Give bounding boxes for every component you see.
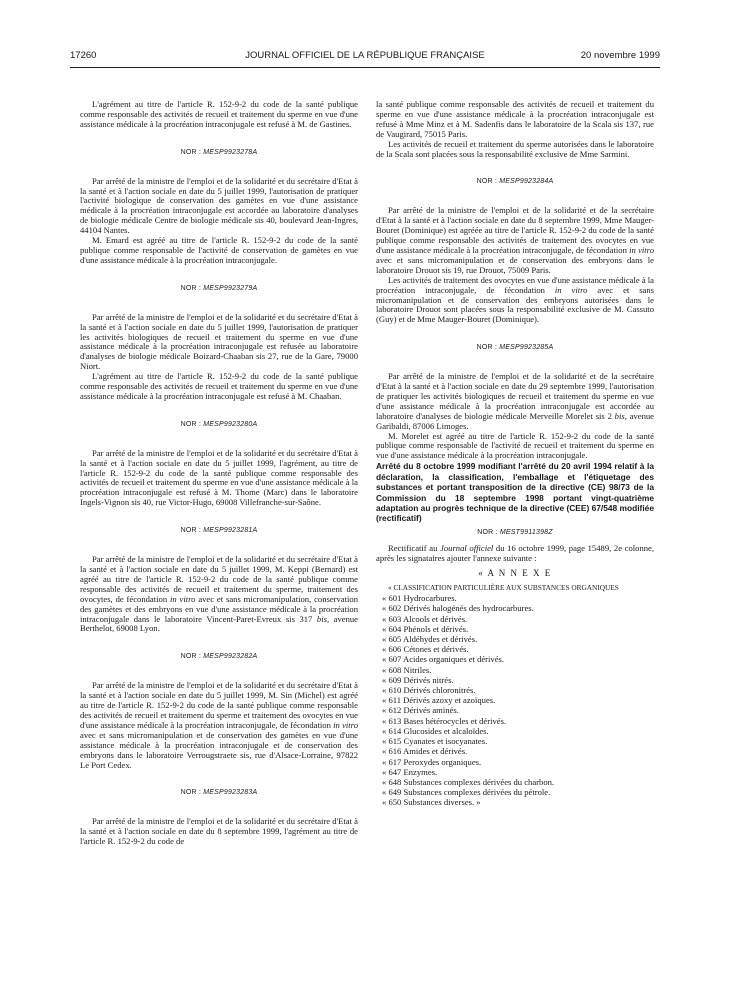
annexe-list — [376, 593, 654, 807]
nor-reference — [80, 788, 358, 798]
paragraph: Par arrêté de la ministre de l'emploi et de la solidarité et du secrétaire d'Etat à la santé et à l'action sociale en date du 5 juillet 1999, l'autorisation de pratiquer les activités biologiques de recueil et traitement du sperme en vue d'une assistance médicale à la procréation intraconjugale est refusée au laboratoire d'analyses de biologie médicale Boizard-Chaaban sis 27, rue de la Gare, 79000 Niort. — [80, 311, 358, 372]
nor-code: MESP9923283A — [203, 789, 258, 797]
nor-label: NOR : — [180, 527, 202, 535]
nor-reference — [80, 526, 358, 536]
paragraph — [376, 372, 654, 431]
italic-text: in vitro — [169, 593, 196, 604]
nor-reference — [376, 528, 654, 538]
nor-code: MESP9923279A — [203, 284, 258, 292]
list-item: « 615 Cyanates et isocyanates. — [382, 736, 488, 747]
nor-code: MESP9923278A — [203, 148, 258, 156]
list-item: « 650 Substances diverses. » — [382, 797, 481, 808]
nor-label: NOR : — [476, 178, 498, 186]
paragraph — [376, 544, 654, 564]
left-column — [80, 100, 358, 847]
paragraph: L'agrément au titre de l'article R. 152-9-2 du code de la santé publique comme responsable des activités de recueil et traitement du sperme en vue d'une assistance médicale à la procréation intraconjugale est refusé à M. de Gastines. — [80, 99, 358, 129]
annexe-subtitle: « CLASSIFICATION PARTICULIÈRE AUX SUBSTANCES ORGANIQUES — [388, 583, 619, 593]
right-column — [376, 100, 654, 808]
annexe-title: « A N N E X E — [478, 568, 552, 579]
italic-text: in vitro — [629, 244, 655, 255]
list-item: « 611 Dérivés azoxy et azoïques. — [382, 695, 496, 706]
list-item: « 614 Glucosides et alcaloïdes. — [382, 725, 489, 736]
paragraph: Par arrêté de la ministre de l'emploi et de la solidarité et du secrétaire d'Etat à la santé et à l'action sociale en date du 5 juillet 1999, l'agrément, au titre de l'article R. 152-9-2 du code de la santé publique comme responsable des activités de recueil et traitement du sperme en vue d'une assistance médicale à la procréation intraconjugale est refusé à M. Thome (Marc) dans le laboratoire Ingels-Vignon sis 40, rue Victor-Hugo, 69008 Villefranche-sur-Saône. — [80, 447, 358, 508]
arrete-heading: Arrêté du 8 octobre 1999 modifiant l'arrêté du 20 avril 1994 relatif à la déclaration, la classification, l'emballage et l'étiquetage des substances et portant transposition de la directive (CE) 98/73 de la Commission du 18 septembre 1998 portant vingt-quatrième adaptation au progrès technique de la directive (CEE) 67/548 modifiée (rectificatif) — [376, 461, 654, 524]
text-run: Par arrêté de la ministre de l'emploi et de la solidarité et de la secrétaire d'Etat à la santé et à l'action sociale en date du 29 septembre 1999, l'autorisation de pratiquer les activités biologiques de recueil et traitement du sperme en vue d'une assistance médicale à la procréation intraconjugale est accordée au laboratoire d'analyses de biologie médicale Merveille Morelet sis 2 — [376, 371, 654, 421]
list-item: « 610 Dérivés chloronitrés. — [382, 685, 476, 696]
text-run: avenue Garibaldi, 87006 Limoges. — [376, 410, 654, 431]
text-run: avec et sans micromanipulation, conservation des gamètes et des embryons en vue d'une assistance médicale à la procréation intraconjugale dans le laboratoire Vincent-Paret-Evreux sis 317 — [80, 593, 358, 624]
nor-label: NOR : — [180, 420, 202, 428]
paragraph: la santé publique comme responsable des activités de recueil et traitement du sperme en vue d'une assistance médicale à la procréation intraconjugale est refusé à Mme Minz et à M. Sadenfis dans le laboratoire de la Scala sis 137, rue de Vaugirard, 75015 Paris. — [376, 99, 654, 139]
nor-code: MESP9923284A — [499, 178, 554, 186]
italic-text: in vitro — [333, 719, 359, 730]
list-item: « 608 Nitriles. — [382, 664, 432, 675]
list-item: « 649 Substances complexes dérivées du pétrole. — [382, 787, 551, 798]
paragraph — [80, 681, 358, 770]
issue-date: 20 novembre 1999 — [580, 50, 660, 61]
list-item: « 648 Substances complexes dérivées du charbon. — [382, 776, 555, 787]
paragraph: L'agrément au titre de l'article R. 152-9-2 du code de la santé publique comme responsable des activités de recueil et traitement du sperme en vue d'une assistance médicale à la procréation intraconjugale est refusé à M. Chaaban. — [80, 371, 358, 401]
italic-text: Journal officiel — [440, 542, 494, 553]
text-run: Par arrêté de la ministre de l'emploi et de la solidarité et de la secrétaire d'Etat à la santé et à l'action sociale en date du 8 septembre 1999, Mme Mauger-Bouret (Dominique) est agréée au titre de l'article R. 152-9-2 du code de la santé publique comme responsable des activités de traitement des ovocytes en vue d'une assistance médicale à la procréation intraconjugale, de fécondation — [376, 205, 654, 255]
paragraph: M. Morelet est agréé au titre de l'article R. 152-9-2 du code de la santé publique comme responsable de l'activité de recueil et traitement du sperme en vue d'une assistance médicale à la procréation intraconjugale. — [376, 430, 654, 461]
nor-reference — [80, 420, 358, 430]
paragraph: Les activités de recueil et traitement du sperme autorisées dans le laboratoire de la Scala sont placées sous la responsabilité exclusive de Mme Sarmini. — [376, 138, 654, 159]
paragraph — [80, 555, 358, 634]
list-item: « 602 Dérivés halogénés des hydrocarbures. — [382, 603, 534, 614]
nor-reference — [376, 177, 654, 187]
list-item: « 617 Peroxydes organiques. — [382, 756, 482, 767]
nor-label: NOR : — [477, 528, 498, 536]
text-run: Par arrêté de la ministre de l'emploi et de la solidarité et du secrétaire d'Etat à la santé et à l'action sociale en date du 5 juillet 1999, M. Sin (Michel) est agréé au titre de l'article R. 152-9-2 du code de la santé publique comme responsable des activités de recueil et traitement du sperme et traitement des ovocytes en vue d'une assistance médicale à la procréation intraconjugale, de fécondation — [80, 680, 358, 730]
nor-code: MESP9923281A — [203, 527, 258, 535]
nor-reference — [80, 148, 358, 158]
italic-text: bis, — [316, 613, 330, 624]
list-item: « 606 Cétones et dérivés. — [382, 644, 469, 655]
nor-code: MESP9923282A — [203, 653, 258, 661]
paragraph: Par arrêté de la ministre de l'emploi et de la solidarité et du secrétaire d'Etat à la santé et à l'action sociale en date du 8 septembre 1999, l'agrément au titre de l'article R. 152-9-2 du code de — [80, 816, 358, 847]
text-run: Par arrêté de la ministre de l'emploi et de la solidarité et du secrétaire d'Etat à la santé et à l'action sociale en date du 5 juillet 1999, M. Keppi (Bernard) est agréé au titre de l'article R. 152-9-2 du code de la santé publique comme responsable des activités de recueil et traitement du sperme, traitement des ovocytes, de fécondation — [80, 554, 358, 604]
text-run: avenue Berthelot, 69008 Lyon. — [80, 613, 358, 634]
paragraph — [376, 276, 654, 326]
nor-label: NOR : — [180, 653, 202, 661]
nor-label: NOR : — [180, 148, 202, 156]
journal-title: JOURNAL OFFICIEL DE LA RÉPUBLIQUE FRANÇAISE — [245, 50, 485, 61]
nor-label: NOR : — [180, 789, 202, 797]
nor-code: MEST9911398Z — [499, 528, 553, 536]
text-run: avec et sans micromanipulation et de conservation des gamètes en vue d'une assistance médicale à la procréation intraconjugale et de conservation des embryons dans le laboratoire Verrougstraete sis, rue d'Alsace-Lorraine, 97822 Le Port Cedex. — [80, 729, 358, 770]
italic-text: bis, — [614, 410, 627, 421]
header-rule — [70, 67, 660, 68]
text-run: du 16 octobre 1999, page 15489, 2e colonne, après les signataires ajouter l'annexe suivante : — [376, 542, 655, 563]
nor-reference — [80, 284, 358, 294]
list-item: « 605 Aldéhydes et dérivés. — [382, 634, 478, 645]
list-item: « 601 Hydrocarbures. — [382, 593, 457, 604]
page-number: 17260 — [70, 50, 97, 61]
nor-label: NOR : — [476, 344, 498, 352]
list-item: « 607 Acides organiques et dérivés. — [382, 654, 505, 665]
nor-label: NOR : — [180, 284, 202, 292]
nor-reference — [376, 343, 654, 353]
list-item: « 604 Phénols et dérivés. — [382, 623, 469, 634]
text-run: Les activités de traitement des ovocytes en vue d'une assistance médicale à la procréation intraconjugale, de fécondation — [376, 274, 654, 295]
page-header — [70, 50, 660, 64]
list-item: « 603 Alcools et dérivés. — [382, 613, 468, 624]
nor-reference — [80, 652, 358, 662]
list-item: « 647 Enzymes. — [382, 766, 438, 777]
paragraph: Par arrêté de la ministre de l'emploi et de la solidarité et du secrétaire d'Etat à la santé et à l'action sociale en date du 5 juillet 1999, l'autorisation de pratiquer l'activité biologique de conservation des gamètes en vue d'une assistance médicale à la procréation intraconjugale est accordée au laboratoire d'analyses de biologie médicale Centre de biologie médicale sis 40, boulevard Jean-Ingres, 44104 Nantes. — [80, 175, 358, 236]
nor-code: MESP9923285A — [499, 344, 554, 352]
text-run: Rectificatif au — [388, 542, 441, 553]
text-run: avec et sans micromanipulation et de conservation des embryons autorisées dans le laboratoire Drouot sont placées sous la responsabilité exclusive de M. Cassuto (Guy) et de Mme Mauger-Bouret (Dominique). — [376, 284, 655, 325]
paragraph — [376, 206, 654, 275]
list-item: « 609 Dérivés nitrés. — [382, 674, 454, 685]
text-run: avec et sans micromanipulation et de conservation des embryons dans le laboratoire Drouot sis 19, rue Drouot, 75009 Paris. — [376, 254, 654, 275]
nor-code: MESP9923280A — [203, 420, 258, 428]
italic-text: in vitro — [554, 284, 588, 295]
list-item: « 612 Dérivés aminés. — [382, 705, 459, 716]
list-item: « 616 Amides et dérivés. — [382, 746, 468, 757]
paragraph: M. Emard est agréé au titre de l'article R. 152-9-2 du code de la santé publique comme responsable de l'activité de conservation de gamètes en vue d'une assistance médicale à la procréation intraconjugale. — [80, 235, 358, 265]
list-item: « 613 Bases hétérocycles et dérivés. — [382, 715, 507, 726]
